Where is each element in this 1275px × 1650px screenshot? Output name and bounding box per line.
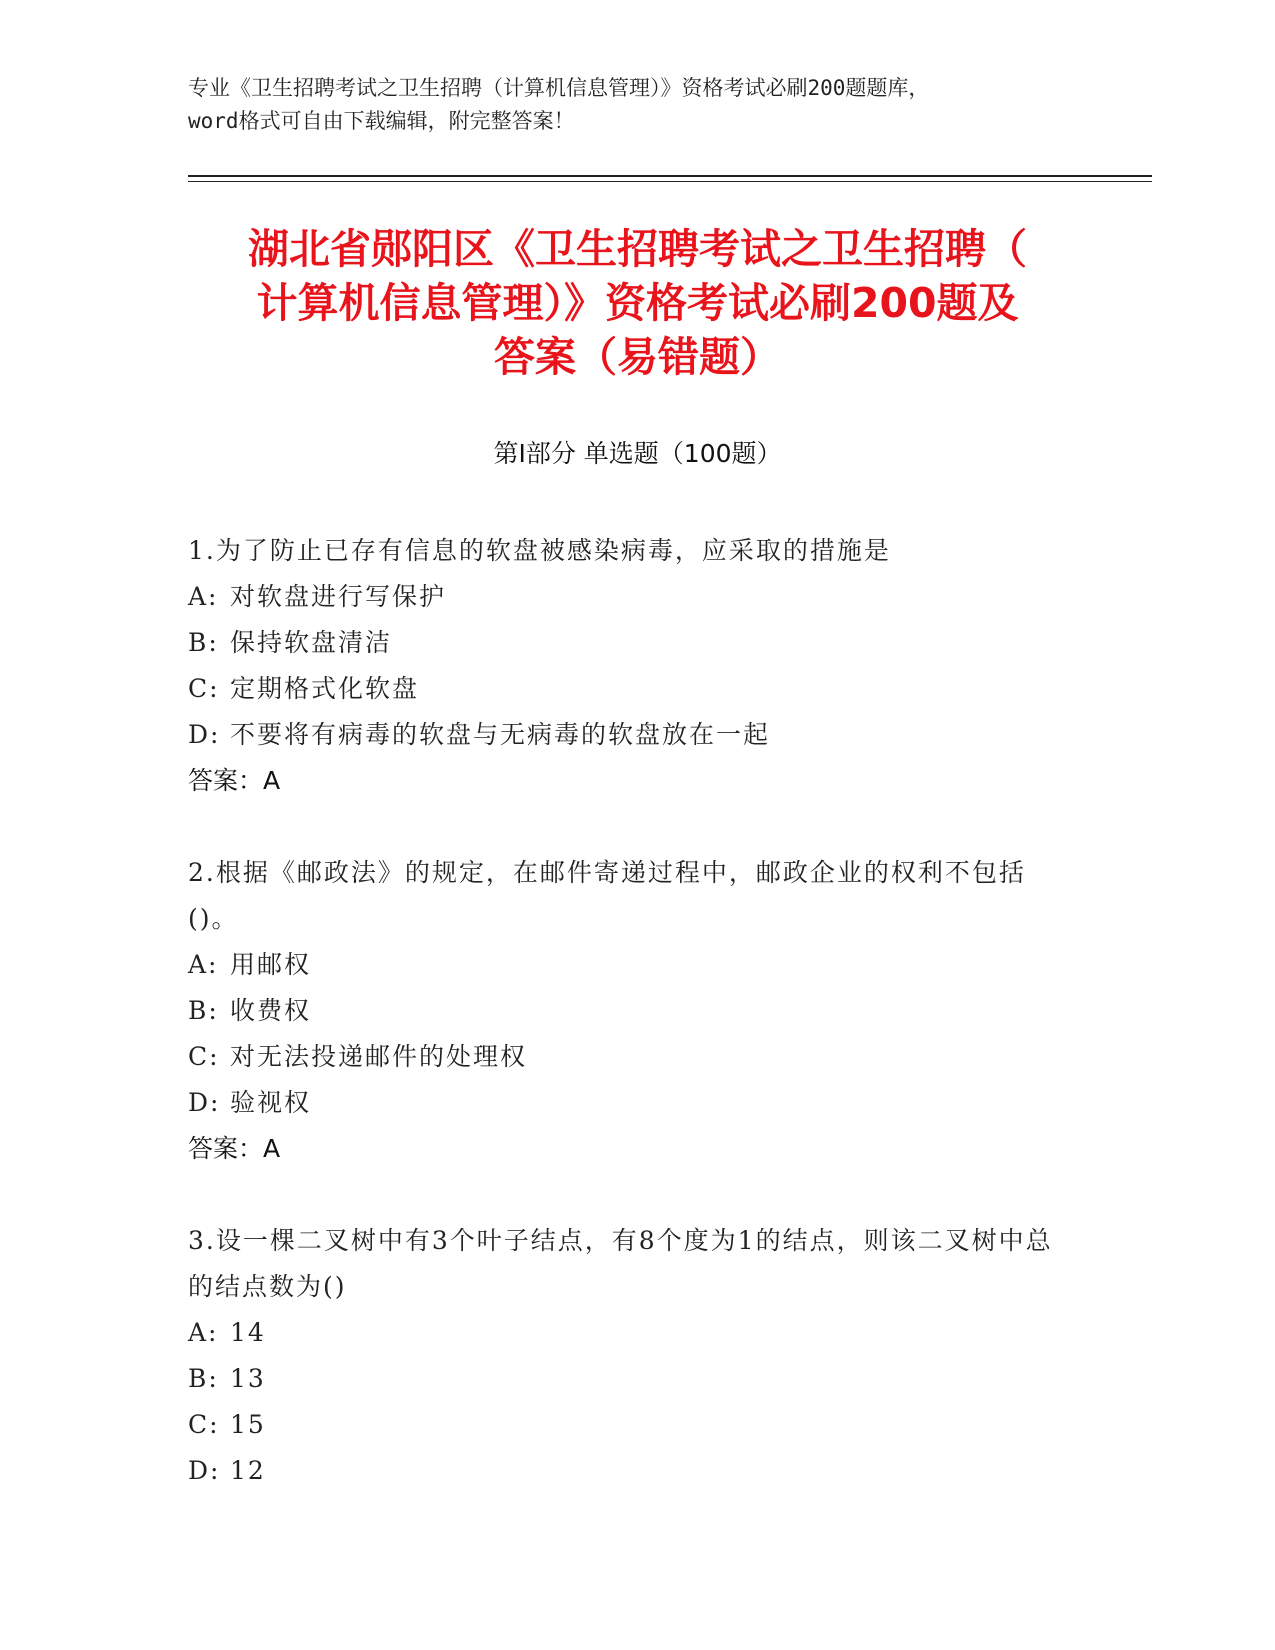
option-key: D:: [188, 1456, 221, 1485]
header-note: [188, 72, 1088, 138]
option-text: 15: [230, 1410, 266, 1439]
question-3: [188, 1218, 1068, 1494]
answer-line: 答案：A: [188, 766, 281, 795]
option-text: 用邮权: [230, 950, 312, 979]
option-b: [188, 988, 1068, 1034]
option-text: 12: [230, 1456, 266, 1485]
option-text: 验视权: [230, 1088, 312, 1117]
option-key: B:: [188, 1364, 219, 1393]
option-key: D:: [188, 720, 221, 749]
option-text: 定期格式化软盘: [230, 674, 420, 703]
option-key: C:: [188, 1042, 220, 1071]
question-stem: 1.为了防止已存有信息的软盘被感染病毒，应采取的措施是: [188, 536, 891, 565]
option-text: 对软盘进行写保护: [230, 582, 447, 611]
header-divider-thin: [188, 181, 1152, 182]
option-key: C:: [188, 1410, 220, 1439]
option-key: A:: [188, 950, 219, 979]
option-key: A:: [188, 1318, 219, 1347]
option-key: D:: [188, 1088, 221, 1117]
option-text: 14: [230, 1318, 266, 1347]
document-title-line-2: 计算机信息管理）》资格考试必刷200题及: [256, 279, 1019, 327]
option-text: 保持软盘清洁: [230, 628, 393, 657]
header-divider-thick: [188, 175, 1152, 177]
question-stem: 2.根据《邮政法》的规定，在邮件寄递过程中，邮政企业的权利不包括()。: [188, 858, 1026, 933]
option-c: [188, 1034, 1068, 1080]
option-d: [188, 1448, 1068, 1494]
option-a: [188, 574, 1068, 620]
option-text: 13: [230, 1364, 266, 1393]
option-b: [188, 620, 1068, 666]
header-note-line-1: 专业《卫生招聘考试之卫生招聘（计算机信息管理）》资格考试必刷200题题库，: [188, 76, 930, 100]
header-note-line-2: word格式可自由下载编辑，附完整答案！: [188, 109, 575, 133]
option-a: [188, 942, 1068, 988]
section-title: 第I部分 单选题（100题）: [493, 439, 782, 468]
option-d: [188, 712, 1068, 758]
option-text: 收费权: [230, 996, 312, 1025]
option-c: [188, 666, 1068, 712]
option-text: 对无法投递邮件的处理权: [230, 1042, 528, 1071]
option-key: B:: [188, 996, 219, 1025]
option-b: [188, 1356, 1068, 1402]
question-stem: 3.设一棵二叉树中有3个叶子结点，有8个度为1的结点，则该二叉树中总的结点数为(): [188, 1226, 1053, 1301]
question-2: [188, 850, 1068, 1172]
option-key: A:: [188, 582, 219, 611]
option-key: C:: [188, 674, 220, 703]
option-c: [188, 1402, 1068, 1448]
document-title-line-3: 答案（易错题）: [494, 333, 781, 381]
question-list: [188, 528, 1068, 1540]
option-d: [188, 1080, 1068, 1126]
option-text: 不要将有病毒的软盘与无病毒的软盘放在一起: [230, 720, 771, 749]
option-key: B:: [188, 628, 219, 657]
document-title: [150, 222, 1125, 384]
option-a: [188, 1310, 1068, 1356]
answer-line: 答案：A: [188, 1134, 281, 1163]
document-title-line-1: 湖北省郧阳区《卫生招聘考试之卫生招聘（: [248, 225, 1027, 273]
question-1: [188, 528, 1068, 804]
